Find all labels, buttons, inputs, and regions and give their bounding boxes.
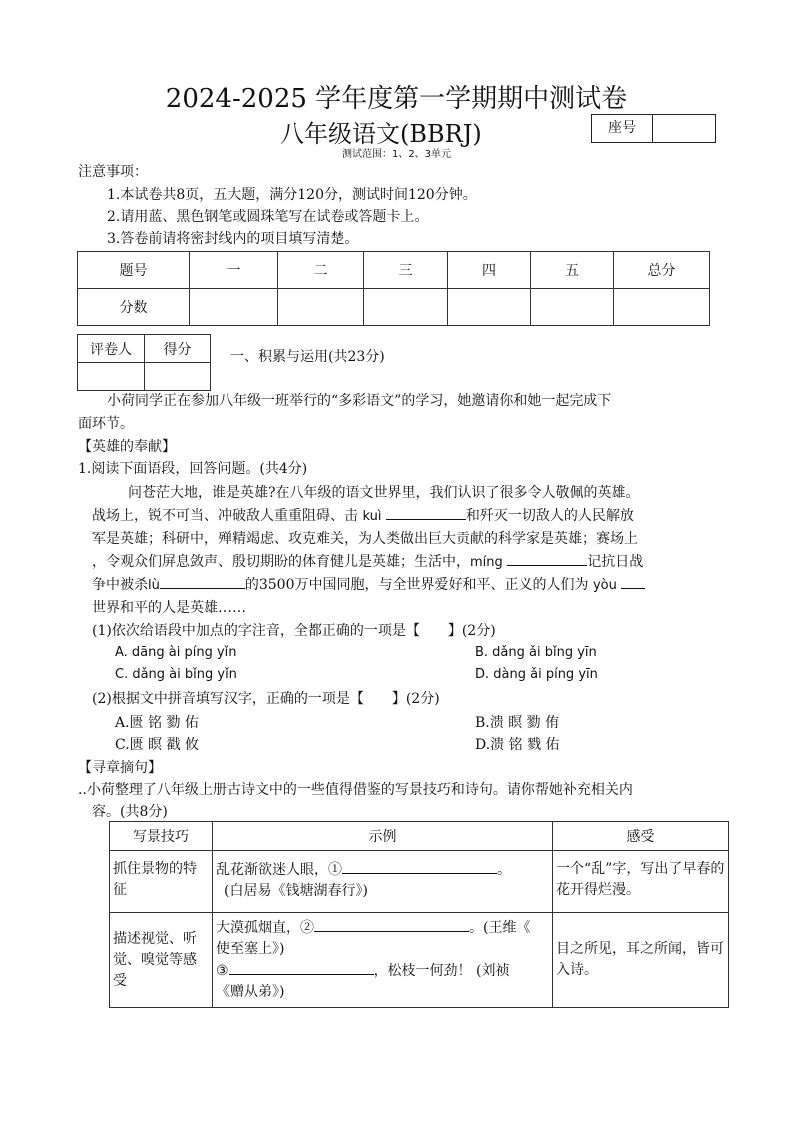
answer-blank[interactable]: [621, 574, 645, 589]
score-cell: 五: [531, 252, 614, 289]
exam-title: 2024-2025 学年度第一学期期中测试卷: [165, 84, 628, 114]
pinyin: kuì: [362, 509, 382, 524]
pinyin: míng: [470, 555, 503, 570]
option-d[interactable]: D.溃 铭 戮 佑: [475, 737, 560, 753]
section-1-title: 一、积累与运用(共23分): [230, 349, 385, 365]
example-cell: 乱花渐欲迷人眼，① 。 (白居易《钱塘湖春行》): [213, 851, 553, 913]
notes-heading: 注意事项：: [78, 164, 148, 180]
answer-blank[interactable]: [507, 551, 587, 566]
poem-blank-3[interactable]: [229, 960, 374, 975]
grader-name-cell[interactable]: [78, 363, 145, 391]
score-row-label: 分数: [78, 289, 190, 326]
poetry-table: [109, 821, 729, 1008]
part-b-heading: 【寻章摘句】: [78, 760, 162, 776]
passage-line: 战场上，锐不可当、冲破敌人重重阻碍、击 kuì 和歼灭一切敌人的人民解放: [92, 505, 634, 528]
exam-subtitle: 八年级语文(BBRJ): [280, 120, 482, 148]
option-d[interactable]: D. dàng ǎi píng yīn: [475, 667, 598, 682]
score-input-cell[interactable]: [614, 289, 710, 326]
note-item: 2.请用蓝、黑色钢笔或圆珠笔写在试卷或答题卡上。: [107, 209, 429, 225]
pinyin: yòu: [592, 578, 617, 593]
score-table: [77, 251, 710, 326]
note-item: 1.本试卷共8页，五大题，满分120分，测试时间120分钟。: [107, 187, 477, 203]
sub-question-1: (1)依次给语段中加点的字注音，全都正确的一项是【 】(2分): [92, 623, 496, 639]
question-1: 1.阅读下面语段，回答问题。(共4分): [78, 461, 308, 477]
score-input-cell[interactable]: [448, 289, 531, 326]
option-a[interactable]: A.匮 铭 勠 佑: [115, 715, 199, 731]
seat-number-field[interactable]: [653, 115, 715, 142]
sub-question-2: (2)根据文中拼音填写汉字，正确的一项是【 】(2分): [92, 691, 440, 707]
score-input-cell[interactable]: [364, 289, 448, 326]
score-cell: 总分: [614, 252, 710, 289]
test-scope: 测试范围：1、2、3单元: [341, 149, 452, 160]
seat-number-box: [591, 114, 716, 143]
score-input-cell[interactable]: [531, 289, 614, 326]
note-item: 3.答卷前请将密封线内的项目填写清楚。: [107, 231, 359, 247]
option-b[interactable]: B.溃 瞑 勠 侑: [475, 715, 560, 731]
score-input-cell[interactable]: [190, 289, 278, 326]
option-c[interactable]: C. dǎng ài bǐng yǐn: [115, 667, 237, 682]
poetry-col-header: 写景技巧: [110, 822, 213, 851]
technique-cell: 描述视觉、听觉、嗅觉等感受: [110, 913, 213, 1008]
pinyin: lù: [148, 578, 160, 593]
part-a-heading: 【英雄的奉献】: [78, 439, 176, 455]
feeling-cell: 目之所见，耳之所闻，皆可入诗。: [553, 913, 729, 1008]
seat-label: 座号: [592, 115, 653, 142]
feeling-cell: 一个“乱”字，写出了早春的花开得烂漫。: [553, 851, 729, 913]
answer-blank[interactable]: [160, 574, 245, 589]
score-cell: 一: [190, 252, 278, 289]
poem-blank-2[interactable]: [314, 917, 469, 932]
score-cell: 二: [278, 252, 364, 289]
score-cell: 三: [364, 252, 448, 289]
grader-score-label: 得分: [145, 335, 211, 363]
passage-line: 世界和平的人是英雄……: [92, 600, 246, 616]
passage-line: 问苍茫大地，谁是英雄?在八年级的语文世界里，我们认识了很多令人敬佩的英雄。: [128, 485, 640, 501]
score-cell: 四: [448, 252, 531, 289]
passage-line: ，令观众们屏息敛声、殷切期盼的体育健儿是英雄；生活中，míng 记抗日战: [92, 551, 643, 574]
score-table-score-row: [78, 289, 710, 326]
passage-line: 军是英雄；科研中，殚精竭虑、攻克难关，为人类做出巨大贡献的科学家是英雄；赛场上: [92, 531, 638, 547]
option-c[interactable]: C.匮 瞑 戳 攸: [115, 737, 200, 753]
poetry-col-header: 感受: [553, 822, 729, 851]
grader-score-cell[interactable]: [145, 363, 211, 391]
question-2-cont: 容。(共8分): [92, 804, 168, 820]
technique-cell: 抓住景物的特征: [110, 851, 213, 913]
example-cell: 大漠孤烟直，② 。(王维《 使至塞上》) ③ ，松枝一何劲！ (刘祯 《赠从弟》): [213, 913, 553, 1008]
intro-line: 面环节。: [78, 416, 134, 432]
score-table-header-row: [78, 252, 710, 289]
poetry-col-header: 示例: [213, 822, 553, 851]
grader-label: 评卷人: [78, 335, 145, 363]
option-b[interactable]: B. dǎng ǎi bǐng yīn: [475, 645, 597, 660]
answer-blank[interactable]: [386, 505, 466, 520]
grader-table: [77, 334, 211, 391]
passage-line: 争中被杀lù 的3500万中国同胞，与全世界爱好和平、正义的人们为 yòu: [92, 574, 645, 597]
question-2: ..小荷整理了八年级上册古诗文中的一些值得借鉴的写景技巧和诗句。请你帮她补充相关内: [78, 782, 633, 798]
intro-line: 小荷同学正在参加八年级一班举行的“多彩语文”的学习，她邀请你和她一起完成下: [107, 393, 612, 409]
poem-blank-1[interactable]: [342, 859, 497, 874]
score-cell: 题号: [78, 252, 190, 289]
option-a[interactable]: A. dāng ài píng yǐn: [115, 645, 237, 660]
score-input-cell[interactable]: [278, 289, 364, 326]
